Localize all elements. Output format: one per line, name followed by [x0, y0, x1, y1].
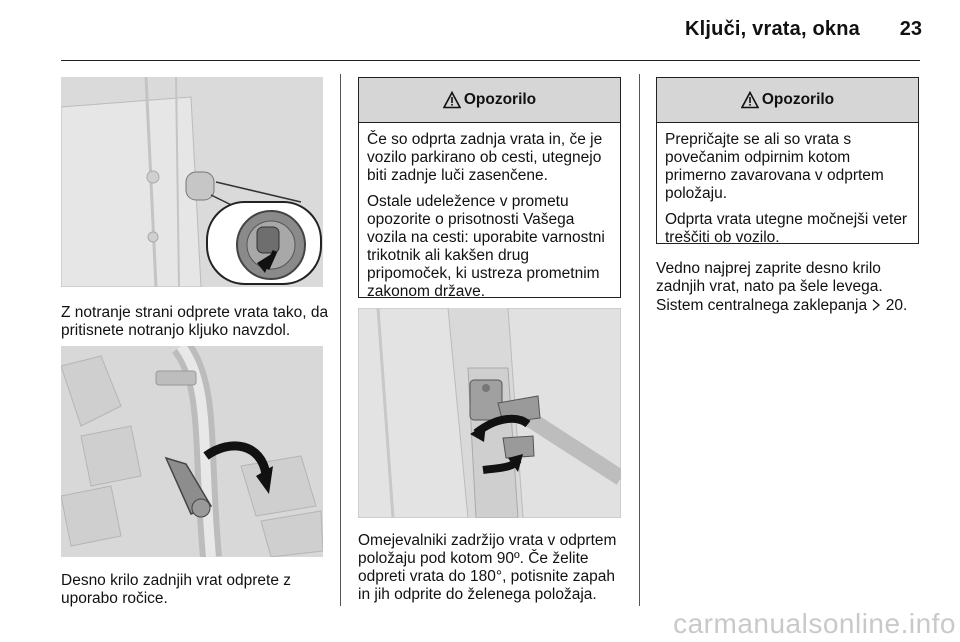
- central-locking-text: Sistem centralnega zaklepanja: [656, 297, 868, 314]
- caption-inner-handle: Z notranje strani odprete vrata tako, da pritisnete notranjo kljuko navzdol.: [61, 304, 329, 339]
- page-reference-link[interactable]: 20.: [885, 297, 908, 314]
- warning-header: [657, 78, 918, 123]
- door-check-illustration: [358, 308, 621, 518]
- warning-triangle-icon: [741, 91, 759, 109]
- lever-illustration: [61, 346, 323, 557]
- door-handle-drawing: [61, 77, 323, 287]
- warning-header: [359, 78, 620, 123]
- warning-paragraph: Če so odprta zadnja vrata in, če je vozilo parkirano ob cesti, utegnejo biti zadnje luči zasenčene.: [367, 131, 603, 184]
- column-divider-1: [340, 74, 341, 606]
- caption-door-check: Omejevalniki zadržijo vrata v odprtem položaju pod kotom 90º. Če želite odpreti vrata do 180°, potisnite zapah in jih odprite do želenega položaja.: [358, 532, 617, 603]
- door-check-drawing: [358, 308, 621, 518]
- lever-drawing: [61, 346, 323, 557]
- warning-triangle-icon: [443, 91, 461, 109]
- caption-lever: Desno krilo zadnjih vrat odprete z uporabo ročice.: [61, 572, 292, 607]
- warning-box-open-angle: [656, 77, 919, 244]
- warning-paragraph: Prepričajte se ali so vrata s povečanim odpirnim kotom primerno zavarovana v odprtem položaju.: [665, 131, 884, 202]
- door-handle-illustration: [61, 77, 323, 287]
- page-header-title: Ključi, vrata, okna: [685, 18, 860, 40]
- cross-reference-arrow-icon: [871, 298, 881, 310]
- warning-title: Opozorilo: [761, 91, 835, 108]
- page-number: 23: [899, 18, 922, 40]
- paragraph-close-order: Vedno najprej zaprite desno krilo zadnjih vrat, nato pa šele levega.: [656, 260, 883, 295]
- warning-paragraph: Ostale udeležence v prometu opozorite o prisotnosti Vašega vozila na cesti: uporabite varnostni trikotnik ali kakšen drug pripomoček, ki ustreza prometnim zakonom države.: [367, 193, 605, 300]
- column-divider-2: [639, 74, 640, 606]
- warning-box-parking: [358, 77, 621, 298]
- warning-title: Opozorilo: [463, 91, 537, 108]
- paragraph-central-locking: [656, 297, 922, 315]
- watermark: carmanualsonline.info: [673, 608, 956, 639]
- warning-paragraph: Odprta vrata utegne močnejši veter treščiti ob vozilo.: [665, 211, 908, 246]
- header-divider: [61, 60, 920, 61]
